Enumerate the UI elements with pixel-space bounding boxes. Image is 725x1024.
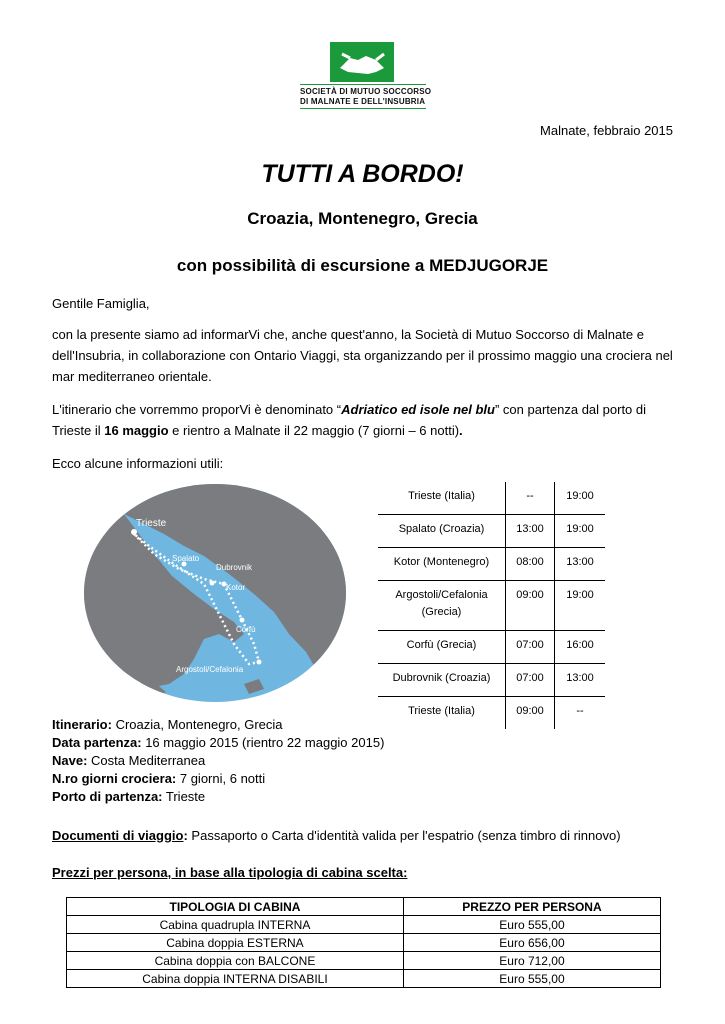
stop-departure: 19:00	[555, 515, 606, 548]
stop-port: Trieste (Italia)	[378, 482, 506, 515]
stop-arrival: 09:00	[506, 697, 555, 730]
itinerary-name: Adriatico ed isole nel blu	[341, 402, 495, 417]
stop-arrival: 07:00	[506, 631, 555, 664]
table-row	[378, 482, 605, 515]
stop-departure: 16:00	[555, 631, 606, 664]
subtitle-excursion: con possibilità di escursione a MEDJUGORJE	[176, 256, 549, 275]
stop-arrival: 08:00	[506, 548, 555, 581]
table-row	[378, 581, 605, 631]
prices-header-cabin: TIPOLOGIA DI CABINA	[67, 898, 404, 916]
map-label-dubrovnik: Dubrovnik	[216, 563, 253, 572]
stop-port: Corfù (Grecia)	[378, 631, 506, 664]
map-label-corfu: Corfù	[236, 625, 256, 634]
table-row: Cabina doppia ESTERNA Euro 656,00	[67, 934, 661, 952]
itinerary-paragraph: L'itinerario che vorremmo proporVi è denominato “Adriatico ed isole nel blu” con partenza dal porto di Trieste il 16 maggio e rientro a Malnate il 22 maggio (7 giorni – 6 notti).	[52, 402, 647, 438]
logo-line-1: SOCIETÀ DI MUTUO SOCCORSO	[300, 87, 432, 96]
travel-documents: Documenti di viaggio: Passaporto o Carta d'identità valida per l'espatrio (senza timbro di rinnovo)	[52, 828, 621, 843]
map-label-spalato: Spalato	[172, 554, 200, 563]
start-date: 16 maggio	[104, 423, 169, 438]
stop-arrival: 07:00	[506, 664, 555, 697]
stop-arrival: 13:00	[506, 515, 555, 548]
page-title: TUTTI A BORDO!	[261, 160, 464, 188]
itinerary-table	[378, 482, 605, 729]
table-row	[378, 631, 605, 664]
stop-departure: 19:00	[555, 482, 606, 515]
table-row	[378, 548, 605, 581]
stop-port: Kotor (Montenegro)	[378, 548, 506, 581]
fact-departure-date: Data partenza: 16 maggio 2015 (rientro 22 maggio 2015)	[52, 735, 385, 750]
greeting: Gentile Famiglia,	[52, 296, 150, 311]
stop-port: Trieste (Italia)	[408, 705, 475, 717]
map-label-kotor: Kotor	[226, 583, 246, 592]
prices-header-price: PREZZO PER PERSONA	[403, 898, 660, 916]
stop-port: Spalato (Croazia)	[378, 515, 506, 548]
subtitle-destinations: Croazia, Montenegro, Grecia	[247, 209, 478, 228]
stop-departure: 19:00	[555, 581, 606, 631]
prices-table	[66, 897, 661, 988]
intro-paragraph: con la presente siamo ad informarVi che, anche quest'anno, la Società di Mutuo Soccorso di Malnate e dell'Insubria, in collaborazione con Ontario Viaggi, sta organizzando per il prossimo maggio una crociera nel mar mediterraneo orientale.	[52, 327, 673, 384]
table-row	[378, 697, 605, 730]
prices-heading: Prezzi per persona, in base alla tipologia di cabina scelta:	[52, 865, 408, 880]
fact-ship: Nave: Costa Mediterranea	[52, 753, 206, 768]
logo-line-2: DI MALNATE E DELL'INSUBRIA	[300, 97, 426, 106]
table-row: Cabina quadrupla INTERNA Euro 555,00	[67, 916, 661, 934]
fact-port: Porto di partenza: Trieste	[52, 789, 206, 804]
table-row	[378, 515, 605, 548]
handshake-logo-icon	[330, 42, 394, 82]
fact-itinerary: Itinerario: Croazia, Montenegro, Grecia	[52, 717, 283, 732]
table-row	[378, 664, 605, 697]
table-row: Cabina doppia con BALCONE Euro 712,00	[67, 952, 661, 970]
stop-port: Argostoli/Cefalonia (Grecia)	[378, 581, 506, 631]
map-label-argostoli: Argostoli/Cefalonia	[176, 665, 244, 674]
stop-departure: 13:00	[555, 664, 606, 697]
route-map	[84, 484, 346, 702]
info-intro: Ecco alcune informazioni utili:	[52, 456, 224, 471]
stop-departure: 13:00	[555, 548, 606, 581]
stop-arrival: --	[506, 482, 555, 515]
document-date: Malnate, febbraio 2015	[540, 123, 673, 138]
fact-days: N.ro giorni crociera: 7 giorni, 6 notti	[52, 771, 266, 786]
stop-port: Dubrovnik (Croazia)	[378, 664, 506, 697]
stop-arrival: 09:00	[506, 581, 555, 631]
stop-departure: --	[576, 705, 584, 717]
map-label-trieste: Trieste	[136, 518, 167, 529]
trip-facts	[52, 716, 384, 806]
table-row: Cabina doppia INTERNA DISABILI Euro 555,00	[67, 970, 661, 988]
